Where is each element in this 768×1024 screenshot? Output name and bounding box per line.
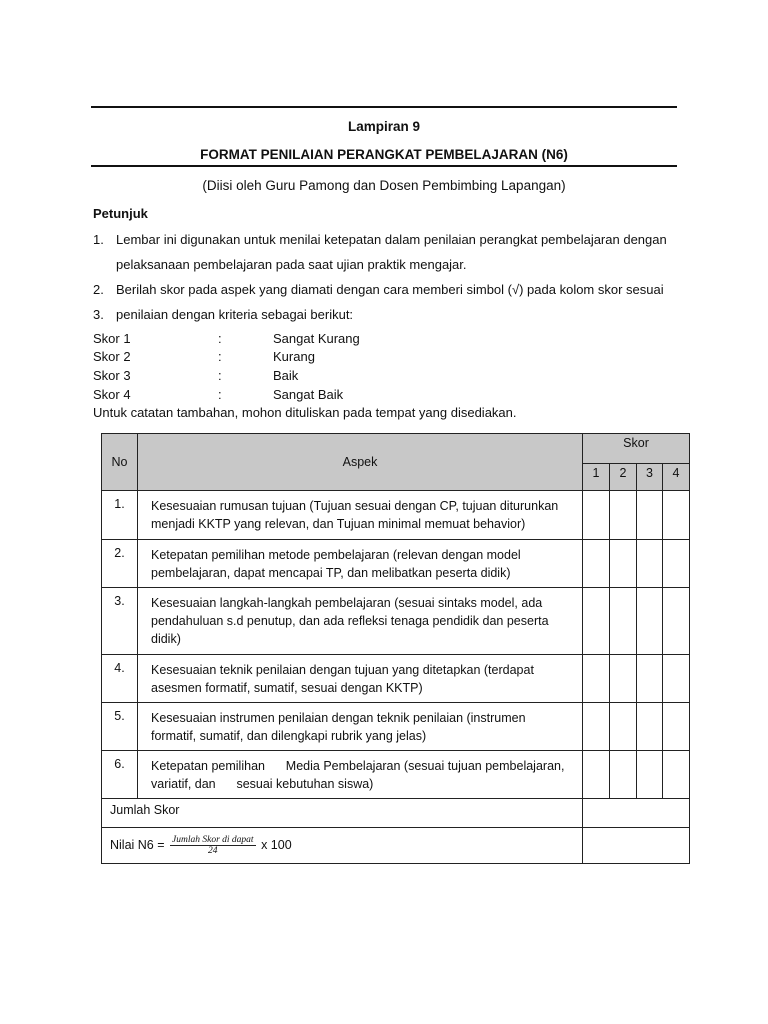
score-checkbox-3[interactable] bbox=[637, 751, 663, 799]
table-row bbox=[102, 588, 690, 655]
score-separator: : bbox=[218, 349, 222, 364]
instruction-item-1 bbox=[93, 232, 667, 248]
score-checkbox-3[interactable] bbox=[637, 703, 663, 751]
column-header-skor: Skor bbox=[583, 434, 690, 464]
row-number: 4. bbox=[102, 655, 138, 703]
score-checkbox-3[interactable] bbox=[637, 655, 663, 703]
nilai-suffix: x 100 bbox=[261, 837, 292, 852]
score-checkbox-1[interactable] bbox=[583, 540, 610, 588]
row-aspek: Kesesuaian teknik penilaian dengan tujuan yang ditetapkan (terdapat asesmen formatif, sumatif, sesuai dengan KKTP) bbox=[138, 655, 583, 703]
score-checkbox-3[interactable] bbox=[637, 540, 663, 588]
row-number: 2. bbox=[102, 540, 138, 588]
row-aspek: Ketepatan pemilihan Media Pembelajaran (sesuai tujuan pembelajaran, variatif, dan sesuai kebutuhan siswa) bbox=[138, 751, 583, 799]
skor-level-header: 1 bbox=[583, 464, 610, 491]
top-rule bbox=[91, 106, 677, 108]
column-header-no: No bbox=[102, 434, 138, 491]
document-subtitle: (Diisi oleh Guru Pamong dan Dosen Pembimbing Lapangan) bbox=[202, 178, 566, 193]
nilai-value[interactable] bbox=[583, 828, 690, 864]
nilai-prefix: Nilai N6 = bbox=[110, 837, 165, 852]
jumlah-skor-row bbox=[102, 799, 690, 828]
score-value: Sangat Baik bbox=[273, 387, 344, 402]
table-row bbox=[102, 703, 690, 751]
row-aspek: Ketepatan pemilihan metode pembelajaran (relevan dengan model pembelajaran, dapat mencapai TP, dan melibatkan peserta didik) bbox=[138, 540, 583, 588]
score-separator: : bbox=[218, 387, 222, 402]
table-row bbox=[102, 491, 690, 540]
score-checkbox-4[interactable] bbox=[663, 540, 690, 588]
instruction-text: penilaian dengan kriteria sebagai berikut: bbox=[116, 307, 354, 322]
skor-level-header: 4 bbox=[663, 464, 690, 491]
instruction-item-3 bbox=[93, 307, 353, 323]
lampiran-label: Lampiran 9 bbox=[347, 119, 421, 134]
score-key: Skor 4 bbox=[93, 387, 131, 402]
instruction-item-2 bbox=[93, 282, 664, 298]
score-checkbox-2[interactable] bbox=[610, 655, 637, 703]
nilai-row bbox=[102, 828, 690, 864]
score-checkbox-4[interactable] bbox=[663, 655, 690, 703]
row-aspek: Kesesuaian instrumen penilaian dengan teknik penilaian (instrumen formatif, sumatif, dan dilengkapi rubrik yang jelas) bbox=[138, 703, 583, 751]
score-checkbox-1[interactable] bbox=[583, 751, 610, 799]
table-row bbox=[102, 655, 690, 703]
score-checkbox-3[interactable] bbox=[637, 491, 663, 540]
score-value: Baik bbox=[273, 368, 299, 383]
instruction-text: Lembar ini digunakan untuk menilai ketepatan dalam penilaian perangkat pembelajaran dengan bbox=[116, 232, 667, 247]
title-rule bbox=[91, 165, 677, 167]
row-aspek: Kesesuaian rumusan tujuan (Tujuan sesuai dengan CP, tujuan diturunkan menjadi KKTP yang relevan, dan Tujuan minimal memuat behavior) bbox=[138, 491, 583, 540]
score-checkbox-4[interactable] bbox=[663, 588, 690, 655]
fraction-denominator: 24 bbox=[208, 846, 218, 856]
score-checkbox-4[interactable] bbox=[663, 751, 690, 799]
row-number: 3. bbox=[102, 588, 138, 655]
score-value: Kurang bbox=[273, 349, 315, 364]
score-key: Skor 1 bbox=[93, 331, 131, 346]
table-row bbox=[102, 751, 690, 799]
row-number: 1. bbox=[102, 491, 138, 540]
instruction-number: 3. bbox=[93, 307, 104, 322]
row-aspek: Kesesuaian langkah-langkah pembelajaran (sesuai sintaks model, ada pendahuluan s.d penutup, dan ada refleksi tenaga pendidik dan peserta didik) bbox=[138, 588, 583, 655]
score-checkbox-2[interactable] bbox=[610, 588, 637, 655]
row-number: 5. bbox=[102, 703, 138, 751]
score-checkbox-2[interactable] bbox=[610, 751, 637, 799]
fraction-numerator: Jumlah Skor di dapat bbox=[172, 835, 254, 845]
assessment-table bbox=[101, 433, 690, 864]
skor-level-header: 3 bbox=[637, 464, 663, 491]
score-separator: : bbox=[218, 331, 222, 346]
score-checkbox-1[interactable] bbox=[583, 491, 610, 540]
jumlah-skor-label: Jumlah Skor bbox=[102, 799, 583, 828]
score-checkbox-2[interactable] bbox=[610, 491, 637, 540]
score-separator: : bbox=[218, 368, 222, 383]
row-number: 6. bbox=[102, 751, 138, 799]
instruction-text: Berilah skor pada aspek yang diamati dengan cara memberi simbol (√) pada kolom skor sesuai bbox=[116, 282, 664, 297]
jumlah-skor-value[interactable] bbox=[583, 799, 690, 828]
skor-level-header: 2 bbox=[610, 464, 637, 491]
nilai-formula bbox=[102, 828, 583, 864]
score-checkbox-1[interactable] bbox=[583, 655, 610, 703]
column-header-aspek: Aspek bbox=[138, 434, 583, 491]
score-checkbox-1[interactable] bbox=[583, 588, 610, 655]
score-checkbox-4[interactable] bbox=[663, 491, 690, 540]
score-checkbox-4[interactable] bbox=[663, 703, 690, 751]
instruction-number: 2. bbox=[93, 282, 104, 297]
score-checkbox-3[interactable] bbox=[637, 588, 663, 655]
nilai-fraction bbox=[170, 835, 256, 856]
additional-notes-text: Untuk catatan tambahan, mohon dituliskan pada tempat yang disediakan. bbox=[93, 405, 517, 420]
score-key: Skor 3 bbox=[93, 368, 131, 383]
instruction-number: 1. bbox=[93, 232, 104, 247]
table-row bbox=[102, 540, 690, 588]
score-key: Skor 2 bbox=[93, 349, 131, 364]
petunjuk-heading: Petunjuk bbox=[93, 206, 148, 221]
score-checkbox-2[interactable] bbox=[610, 540, 637, 588]
document-title: FORMAT PENILAIAN PERANGKAT PEMBELAJARAN (N6) bbox=[200, 147, 568, 162]
instruction-item-1-cont: pelaksanaan pembelajaran pada saat ujian praktik mengajar. bbox=[116, 257, 467, 272]
score-checkbox-2[interactable] bbox=[610, 703, 637, 751]
score-checkbox-1[interactable] bbox=[583, 703, 610, 751]
score-value: Sangat Kurang bbox=[273, 331, 360, 346]
